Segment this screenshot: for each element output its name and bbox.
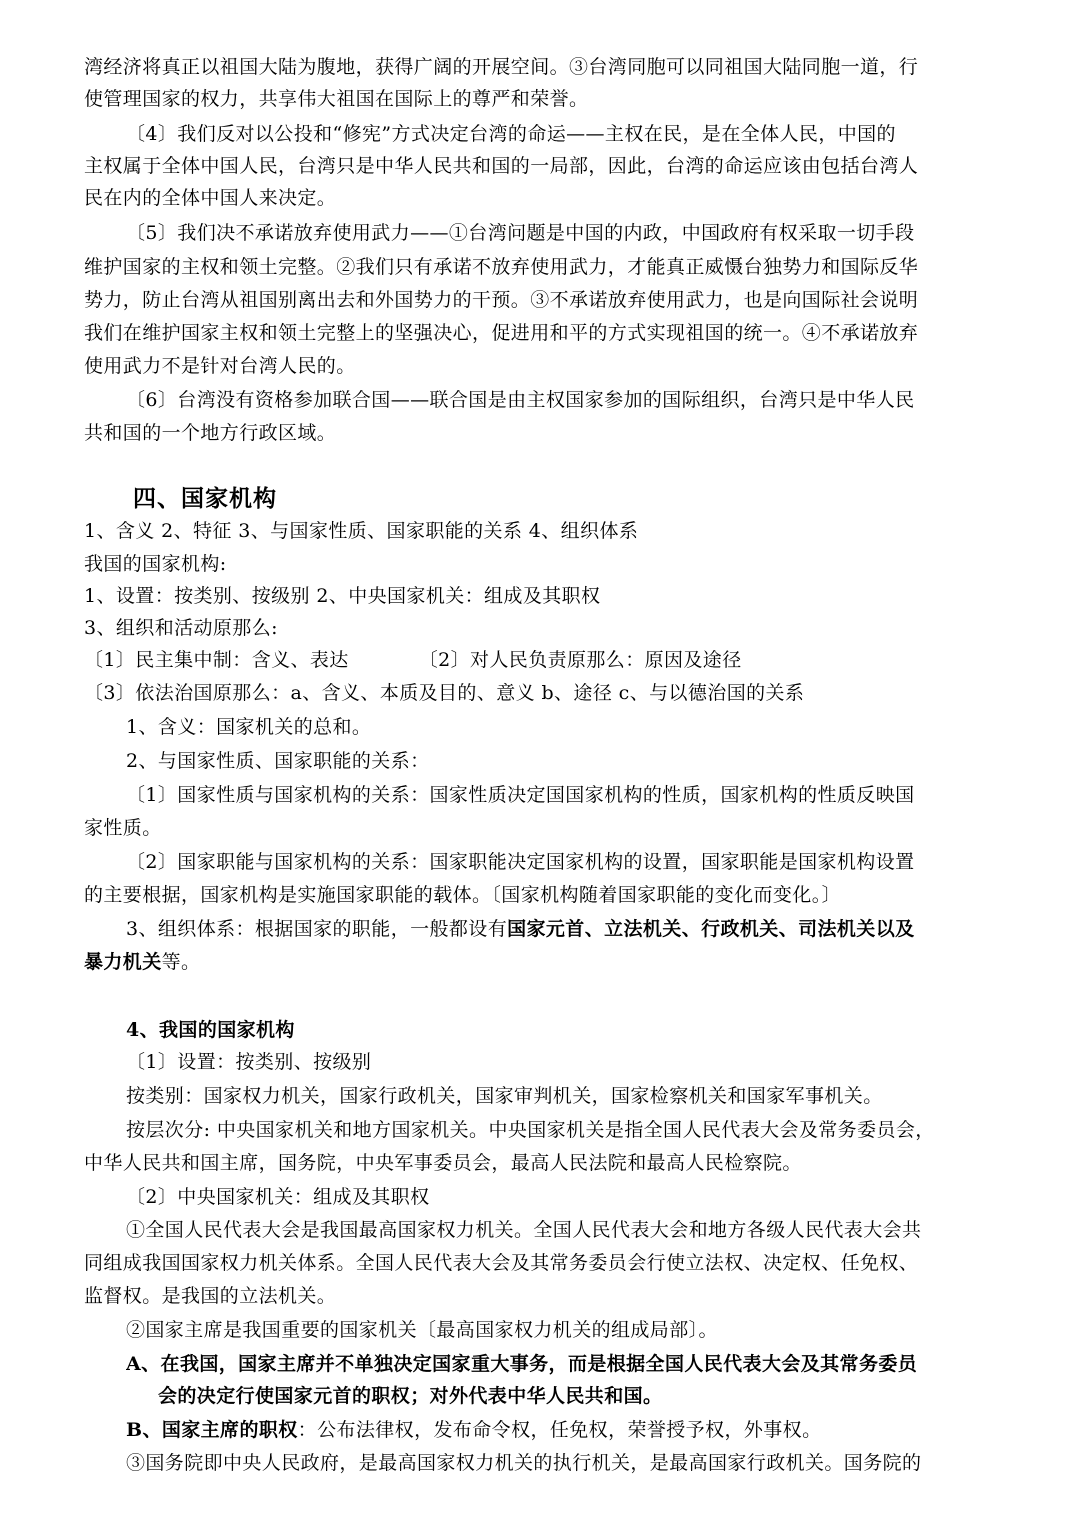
body-line: 〔1〕国家性质与国家机构的关系：国家性质决定国国家机构的性质，国家机构的性质反映国 [126,784,915,806]
body-line [126,913,1018,945]
body-line: 〔2〕国家职能与国家机构的关系：国家职能决定国家机构的设置，国家职能是国家机构设置 [126,851,915,873]
bold-text: B、国家主席的职权 [126,1419,298,1441]
body-line: 同组成我国国家权力机关体系。全国人民代表大会及其常务委员会行使立法权、决定权、任免权、 [84,1252,919,1274]
body-line: 〔2〕中央国家机关：组成及其职权 [126,1186,430,1208]
outline-line [84,644,1018,676]
body-line: 家性质。 [84,817,162,839]
bold-text: 暴力机关 [84,951,162,973]
text-line: 维护国家的主权和领土完整。②我们只有承诺不放弃使用武力，才能真正威慑台独势力和国际反华 [84,256,919,278]
body-line: 按类别：国家权力机关，国家行政机关，国家审判机关，国家检察机关和国家军事机关。 [126,1085,883,1107]
outline-item: 〔2〕对人民负责原那么：原因及途径 [418,649,742,671]
outline-line: 〔3〕依法治国原那么：a、含义、本质及目的、意义 b、途径 c、与以德治国的关系 [84,682,805,704]
body-line: 2、与国家性质、国家职能的关系： [126,750,430,772]
text-line: 〔6〕台湾没有资格参加联合国——联合国是由主权国家参加的国际组织，台湾只是中华人民 [126,389,915,411]
text-line: 使管理国家的权力，共享伟大祖国在国际上的尊严和荣誉。 [84,88,589,110]
body-line: ①全国人民代表大会是我国最高国家权力机关。全国人民代表大会和地方各级人民代表大会共 [126,1219,922,1241]
outline-line: 1、设置：按类别、按级别 2、中央国家机关：组成及其职权 [84,585,601,607]
text-line: 民在内的全体中国人来决定。 [84,187,337,209]
subheading: 4、我国的国家机构 [126,1019,295,1041]
text-line: 我们在维护国家主权和领土完整上的坚强决心，促进用和平的方式实现祖国的统一。④不承诺放弃 [84,322,919,344]
outline-item: 〔1〕民主集中制：含义、表达 [84,649,349,671]
body-line [126,1414,1018,1446]
body-line: 中华人民共和国主席，国务院，中央军事委员会，最高人民法院和最高人民检察院。 [84,1152,802,1174]
bold-line: A、在我国，国家主席并不单独决定国家重大事务，而是根据全国人民代表大会及其常务委员 [126,1353,918,1375]
body-line: 监督权。是我国的立法机关。 [84,1285,337,1307]
text-line: 〔5〕我们决不承诺放弃使用武力——①台湾问题是中国的内政，中国政府有权采取一切手段 [126,222,915,244]
text-line: 势力，防止台湾从祖国别离出去和外国势力的干预。③不承诺放弃使用武力，也是向国际社会说明 [84,289,919,311]
bold-text: 国家元首、立法机关、行政机关、司法机关以及 [507,918,915,940]
body-text: ：公布法律权，发布命令权，任免权，荣誉授予权，外事权。 [297,1419,822,1441]
body-line [84,946,1018,978]
outline-line: 1、含义 2、特征 3、与国家性质、国家职能的关系 4、组织体系 [84,520,639,542]
body-text: 等。 [161,951,201,973]
body-line: 1、含义：国家机关的总和。 [126,716,372,738]
text-line: 使用武力不是针对台湾人民的。 [84,355,356,377]
body-text: 3、组织体系：根据国家的职能，一般都设有 [126,918,508,940]
bold-line: 会的决定行使国家元首的职权；对外代表中华人民共和国。 [158,1385,663,1407]
text-line: 〔4〕我们反对以公投和“修宪”方式决定台湾的命运——主权在民，是在全体人民，中国的 [126,123,896,145]
body-line: 按层次分: 中央国家机关和地方国家机关。中央国家机关是指全国人民代表大会及常务委员会， [126,1119,935,1141]
body-line: ③国务院即中央人民政府，是最高国家权力机关的执行机关，是最高国家行政机关。国务院的 [126,1452,922,1474]
text-line: 主权属于全体中国人民，台湾只是中华人民共和国的一局部，因此，台湾的命运应该由包括台湾人 [84,155,919,177]
outline-line: 我国的国家机构: [84,553,227,575]
text-line: 湾经济将真正以祖国大陆为腹地，获得广阔的开展空间。③台湾同胞可以同祖国大陆同胞一道，行 [84,56,919,78]
section-title: 四、国家机构 [133,485,277,512]
body-line: 的主要根据，国家机构是实施国家职能的载体。〔国家机构随着国家职能的变化而变化。〕 [84,884,842,906]
body-line: 〔1〕设置：按类别、按级别 [126,1051,372,1073]
outline-line: 3、组织和活动原那么: [84,617,278,639]
body-line: ②国家主席是我国重要的国家机关〔最高国家权力机关的组成局部〕。 [126,1319,718,1341]
text-line: 共和国的一个地方行政区域。 [84,422,337,444]
